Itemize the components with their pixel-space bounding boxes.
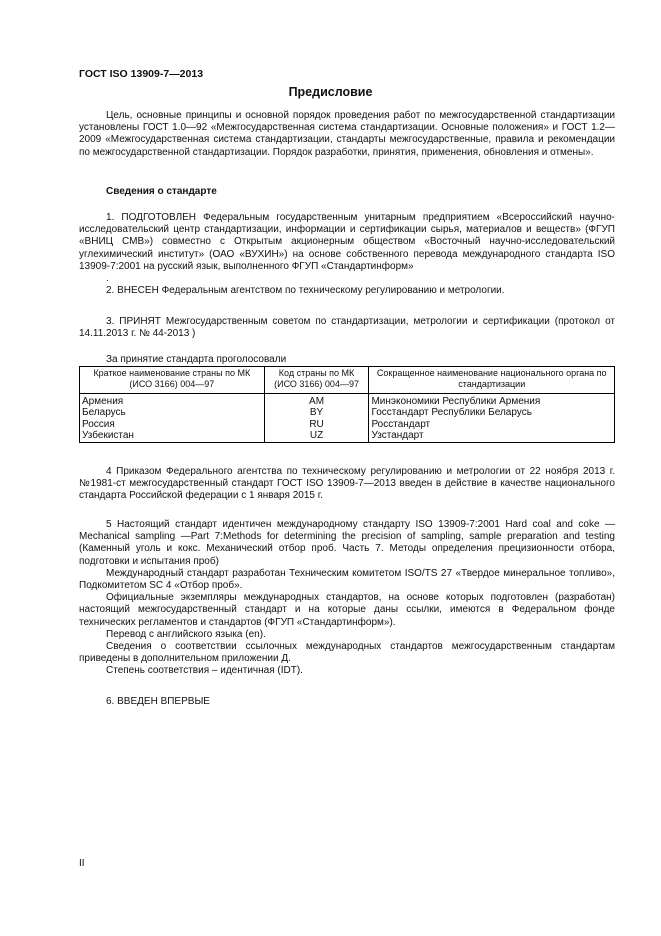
- intro-text: Цель, основные принципы и основной порядок проведения работ по межгосударственной стандартизации установлены ГОСТ 1.0—92 «Межгосударственная система стандартизации. Основные положения» и ГОСТ 1.2—2009 «Межгосударственная система стандартизации, стандарты межгосударственные, правила и рекомендации по межгосударственной стандартизации. Порядок разработки, принятия, применения, обновления и отмены».: [79, 110, 615, 158]
- item-5-block: [79, 519, 615, 678]
- table-cell-code: AM: [264, 394, 369, 408]
- vote-caption: За принятие стандарта проголосовали: [106, 354, 287, 365]
- table-cell-country: Армения: [80, 394, 265, 408]
- table-cell-body: Госстандарт Республики Беларусь: [369, 407, 615, 418]
- item-5-text: 5 Настоящий стандарт идентичен международному стандарту ISO 13909-7:2001 Hard coal and coke — Mechanical sampling —Part 7:Methods for determining the precision of sampling, sample preparation and testing (Каменный уголь и кокс. Механический отбор проб. Часть 7. Методы определения прецизионности отбора, подготовки и испытания проб): [79, 519, 615, 567]
- table-cell-body: Узстандарт: [369, 430, 615, 442]
- item-1-dot: .: [106, 273, 109, 285]
- vote-caption-block: [79, 354, 615, 366]
- section-heading-block: [79, 186, 615, 198]
- item-5-official-copies: Официальные экземпляры международных стандартов, на основе которых подготовлен (разработан) настоящий межгосударственный стандарт и на которые даны ссылки, имеются в Федеральном фонде технических регламентов и стандартов (ФГУП «Стандартинформ»).: [79, 592, 615, 628]
- item-6-block: [79, 696, 615, 708]
- document-header: ГОСТ ISO 13909-7—2013: [79, 68, 204, 80]
- section-title: Сведения о стандарте: [106, 186, 217, 197]
- item-5-degree: Степень соответствия – идентичная (IDT).: [106, 665, 303, 677]
- table-row: [80, 407, 615, 418]
- item-5-translation: Перевод с английского языка (en).: [106, 628, 266, 640]
- table-row: [80, 394, 615, 408]
- item-4-block: [79, 466, 615, 503]
- item-6-text: 6. ВВЕДЕН ВПЕРВЫЕ: [106, 696, 210, 707]
- table-header-code: Код страны по МК (ИСО 3166) 004—97: [264, 367, 369, 394]
- table-cell-code: RU: [264, 419, 369, 430]
- table-row: [80, 430, 615, 442]
- page-title: Предисловие: [288, 85, 373, 99]
- table-header-country: Краткое наименование страны по МК (ИСО 3166) 004—97: [80, 367, 265, 394]
- item-3-block: [79, 316, 615, 340]
- page-number: II: [79, 858, 85, 869]
- table-cell-body: Минэкономики Республики Армения: [369, 394, 615, 408]
- table-cell-code: UZ: [264, 430, 369, 442]
- table-cell-body: Росстандарт: [369, 419, 615, 430]
- table-cell-country: Россия: [80, 419, 265, 430]
- table-cell-country: Беларусь: [80, 407, 265, 418]
- intro-paragraph: [79, 110, 615, 159]
- table-header-row: [80, 367, 615, 394]
- item-4-text: 4 Приказом Федерального агентства по техническому регулированию и метрологии от 22 ноября 2013 г. №1981-ст межгосударственный стандарт ГОСТ ISO 13909-7—2013 введен в действие в качестве национального стандарта Российской федерации с 1 января 2015 г.: [79, 466, 615, 502]
- table-cell-code: BY: [264, 407, 369, 418]
- item-5-committee: Международный стандарт разработан Техническим комитетом ISO/TS 27 «Твердое минеральное топливо», Подкомитетом SC 4 «Отбор проб».: [79, 567, 615, 592]
- table-cell-country: Узбекистан: [80, 430, 265, 442]
- item-3-text: 3. ПРИНЯТ Межгосударственным советом по стандартизации, метрологии и сертификации (протокол от 14.11.2013 г. № 44-2013 ): [79, 316, 615, 340]
- item-1-block: [79, 212, 615, 297]
- voting-table: [79, 366, 615, 443]
- table-header-body: Сокращенное наименование национального органа по стандартизации: [369, 367, 615, 394]
- table-row: [80, 419, 615, 430]
- item-1-text: 1. ПОДГОТОВЛЕН Федеральным государственным унитарным предприятием «Всероссийский научно-исследовательский центр стандартизации, информации и сертификации сырья, материалов и веществ» (ФГУП «ВНИЦ СМВ») совместно с Открытым акционерным обществом «Восточный научно-исследовательский углехимический институт» (ОАО «ВУХИН») на основе собственного перевода международного стандарта ISO 13909-7:2001 на русский язык, выполненного ФГУП «Стандартинформ»: [79, 212, 615, 272]
- item-2-text: 2. ВНЕСЕН Федеральным агентством по техническому регулированию и метрологии.: [106, 285, 505, 297]
- item-5-references: Сведения о соответствии ссылочных международных стандартов межгосударственным стандартам приведены в дополнительном приложении Д.: [79, 641, 615, 665]
